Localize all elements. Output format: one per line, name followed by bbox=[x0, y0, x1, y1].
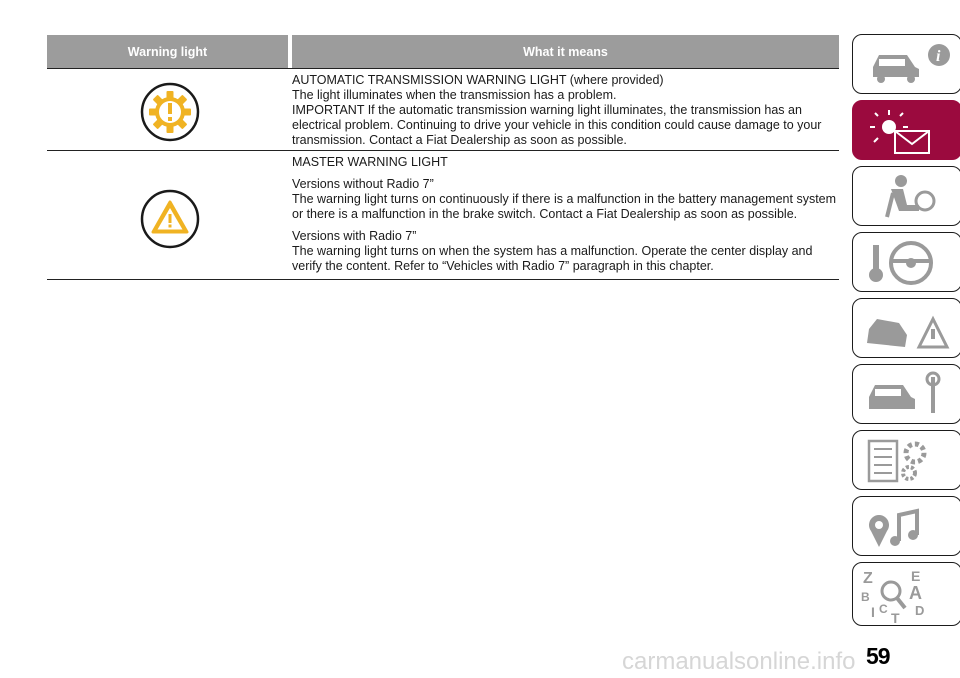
tab-emergency[interactable] bbox=[852, 298, 960, 358]
tab-technical-specs[interactable] bbox=[852, 430, 960, 490]
row-description bbox=[292, 151, 839, 279]
index-letter: Z bbox=[863, 570, 873, 587]
index-search-icon bbox=[859, 567, 959, 623]
tab-car-info[interactable] bbox=[852, 34, 960, 94]
transmission-gear-warning-icon bbox=[140, 82, 200, 142]
specifications-gear-icon bbox=[859, 435, 959, 487]
row-text: The warning light turns on when the system has a malfunction. Operate the center display and verify the content. Refer to “Vehicles with Radio 7” paragraph in this chapter. bbox=[292, 244, 813, 273]
index-letter: B bbox=[861, 590, 870, 604]
multimedia-icon bbox=[859, 501, 959, 553]
row-text: The light illuminates when the transmission has a problem. bbox=[292, 88, 617, 102]
tab-index[interactable] bbox=[852, 562, 960, 626]
emergency-warning-icon bbox=[859, 303, 959, 355]
index-letter: C bbox=[879, 602, 888, 616]
tab-starting-driving[interactable] bbox=[852, 232, 960, 292]
row-description bbox=[292, 69, 839, 150]
index-letter: E bbox=[911, 568, 921, 584]
table-row bbox=[47, 151, 839, 280]
index-letter: D bbox=[915, 603, 925, 618]
table-row bbox=[47, 68, 839, 151]
index-letter: I bbox=[871, 604, 875, 620]
row-text: The warning light turns on continuously if there is a malfunction in the battery management system or there is a malfunction in the brake switch. Contact a Fiat Dealership as soon as possible. bbox=[292, 192, 837, 221]
row-subhead: Versions with Radio 7” bbox=[292, 229, 417, 243]
master-warning-triangle-icon bbox=[140, 189, 200, 249]
tab-maintenance[interactable] bbox=[852, 364, 960, 424]
watermark: carmanualsonline.info bbox=[622, 648, 856, 675]
tab-multimedia[interactable] bbox=[852, 496, 960, 556]
tab-safety[interactable] bbox=[852, 166, 960, 226]
index-letter: T bbox=[891, 610, 900, 623]
row-subhead: Versions without Radio 7” bbox=[292, 177, 434, 191]
warning-light-message-icon bbox=[859, 105, 959, 157]
row-title: MASTER WARNING LIGHT bbox=[292, 155, 448, 169]
svg-text:i: i bbox=[936, 48, 941, 65]
tab-warning-lights[interactable] bbox=[852, 100, 960, 160]
car-info-icon bbox=[859, 39, 959, 91]
header-what-it-means: What it means bbox=[292, 35, 839, 68]
page-number: 59 bbox=[866, 643, 890, 669]
warning-light-table bbox=[47, 35, 839, 280]
header-warning-light: Warning light bbox=[47, 35, 288, 68]
row-text: IMPORTANT If the automatic transmission warning light illuminates, the transmission has an electrical problem. Continuing to drive your vehicle in this condition could cause damage to your transmission. Contact a Fiat Dealership as soon as possible. bbox=[292, 103, 822, 147]
seat-airbag-icon bbox=[859, 171, 959, 223]
row-title: AUTOMATIC TRANSMISSION WARNING LIGHT (where provided) bbox=[292, 73, 664, 87]
index-letter: A bbox=[909, 583, 922, 603]
car-wrench-icon bbox=[859, 369, 959, 421]
table-header bbox=[47, 35, 839, 68]
key-steering-wheel-icon bbox=[859, 237, 959, 289]
